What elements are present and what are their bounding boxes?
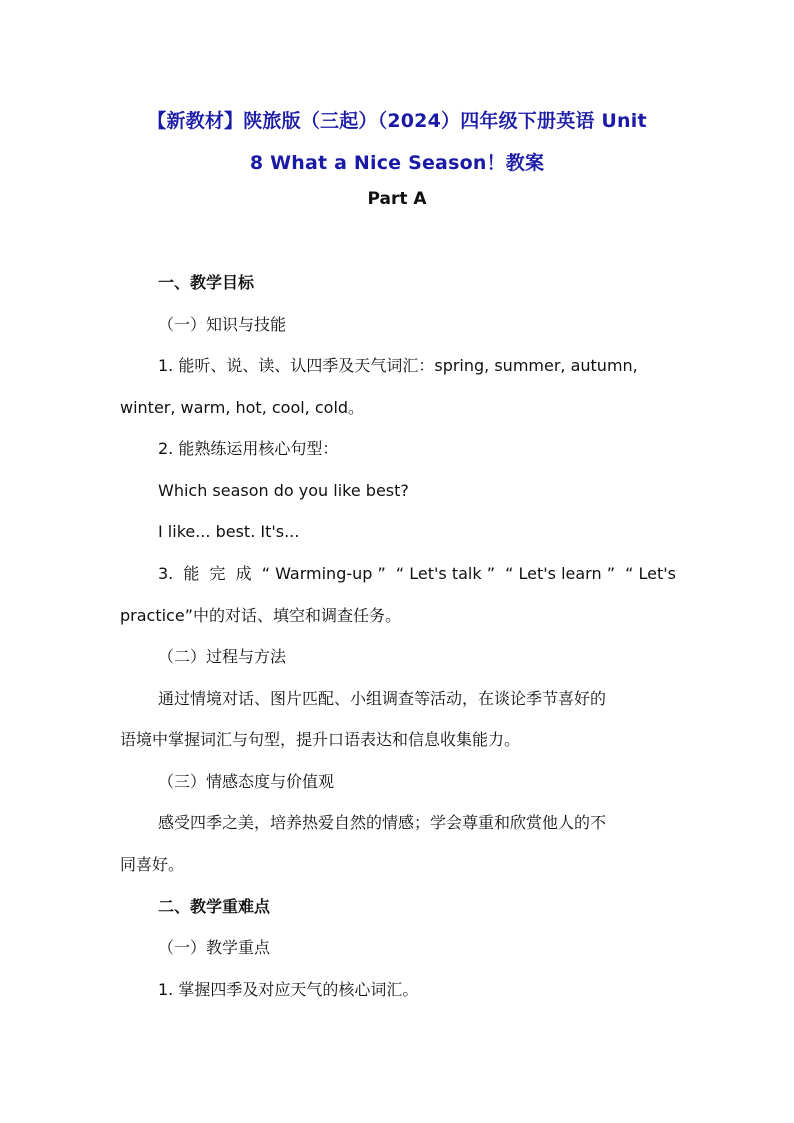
item-3-part: 3. bbox=[158, 564, 174, 583]
attitude-text-line-2: 同喜好。 bbox=[120, 855, 185, 874]
objective-item-3-line-2: practice”中的对话、填空和调查任务。 bbox=[120, 606, 401, 625]
part-label: Part A bbox=[367, 189, 427, 209]
focus-item-1: 1. 掌握四季及对应天气的核心词汇。 bbox=[158, 980, 419, 999]
subsection-attitudes-values: （三）情感态度与价值观 bbox=[158, 772, 335, 791]
section-1-heading: 一、教学目标 bbox=[158, 273, 255, 292]
process-text-line-1: 通过情境对话、图片匹配、小组调查等活动，在谈论季节喜好的 bbox=[158, 689, 607, 708]
item-3-part: 完 bbox=[209, 564, 226, 583]
item-3-part: “ Let's bbox=[625, 564, 676, 583]
item-3-part: “ Let's talk ” bbox=[395, 564, 496, 583]
attitude-text-line-1: 感受四季之美，培养热爱自然的情感；学会尊重和欣赏他人的不 bbox=[158, 813, 607, 832]
document-title-line-2: 8 What a Nice Season！教案 bbox=[249, 152, 545, 174]
item-3-part: “ Warming-up ” bbox=[261, 564, 386, 583]
item-3-part: “ Let's learn ” bbox=[505, 564, 615, 583]
section-2-heading: 二、教学重难点 bbox=[158, 897, 271, 916]
objective-item-1-line-1: 1. 能听、说、读、认四季及天气词汇：spring, summer, autumn, bbox=[158, 356, 638, 375]
item-3-part: 成 bbox=[235, 564, 252, 583]
subsection-teaching-focus: （一）教学重点 bbox=[158, 938, 271, 957]
subsection-knowledge-skills: （一）知识与技能 bbox=[158, 315, 287, 334]
objective-item-1-line-2: winter, warm, hot, cool, cold。 bbox=[120, 398, 365, 417]
document-title-line-1: 【新教材】陕旅版（三起）（2024）四年级下册英语 Unit bbox=[147, 110, 647, 132]
subsection-process-methods: （二）过程与方法 bbox=[158, 647, 287, 666]
process-text-line-2: 语境中掌握词汇与句型，提升口语表达和信息收集能力。 bbox=[120, 730, 521, 749]
objective-item-2: 2. 能熟练运用核心句型： bbox=[158, 439, 339, 458]
item-3-part: 能 bbox=[183, 564, 200, 583]
objective-item-3-line-1 bbox=[158, 563, 676, 585]
core-sentence-1: Which season do you like best? bbox=[158, 481, 409, 500]
core-sentence-2: I like... best. It's... bbox=[158, 522, 300, 541]
